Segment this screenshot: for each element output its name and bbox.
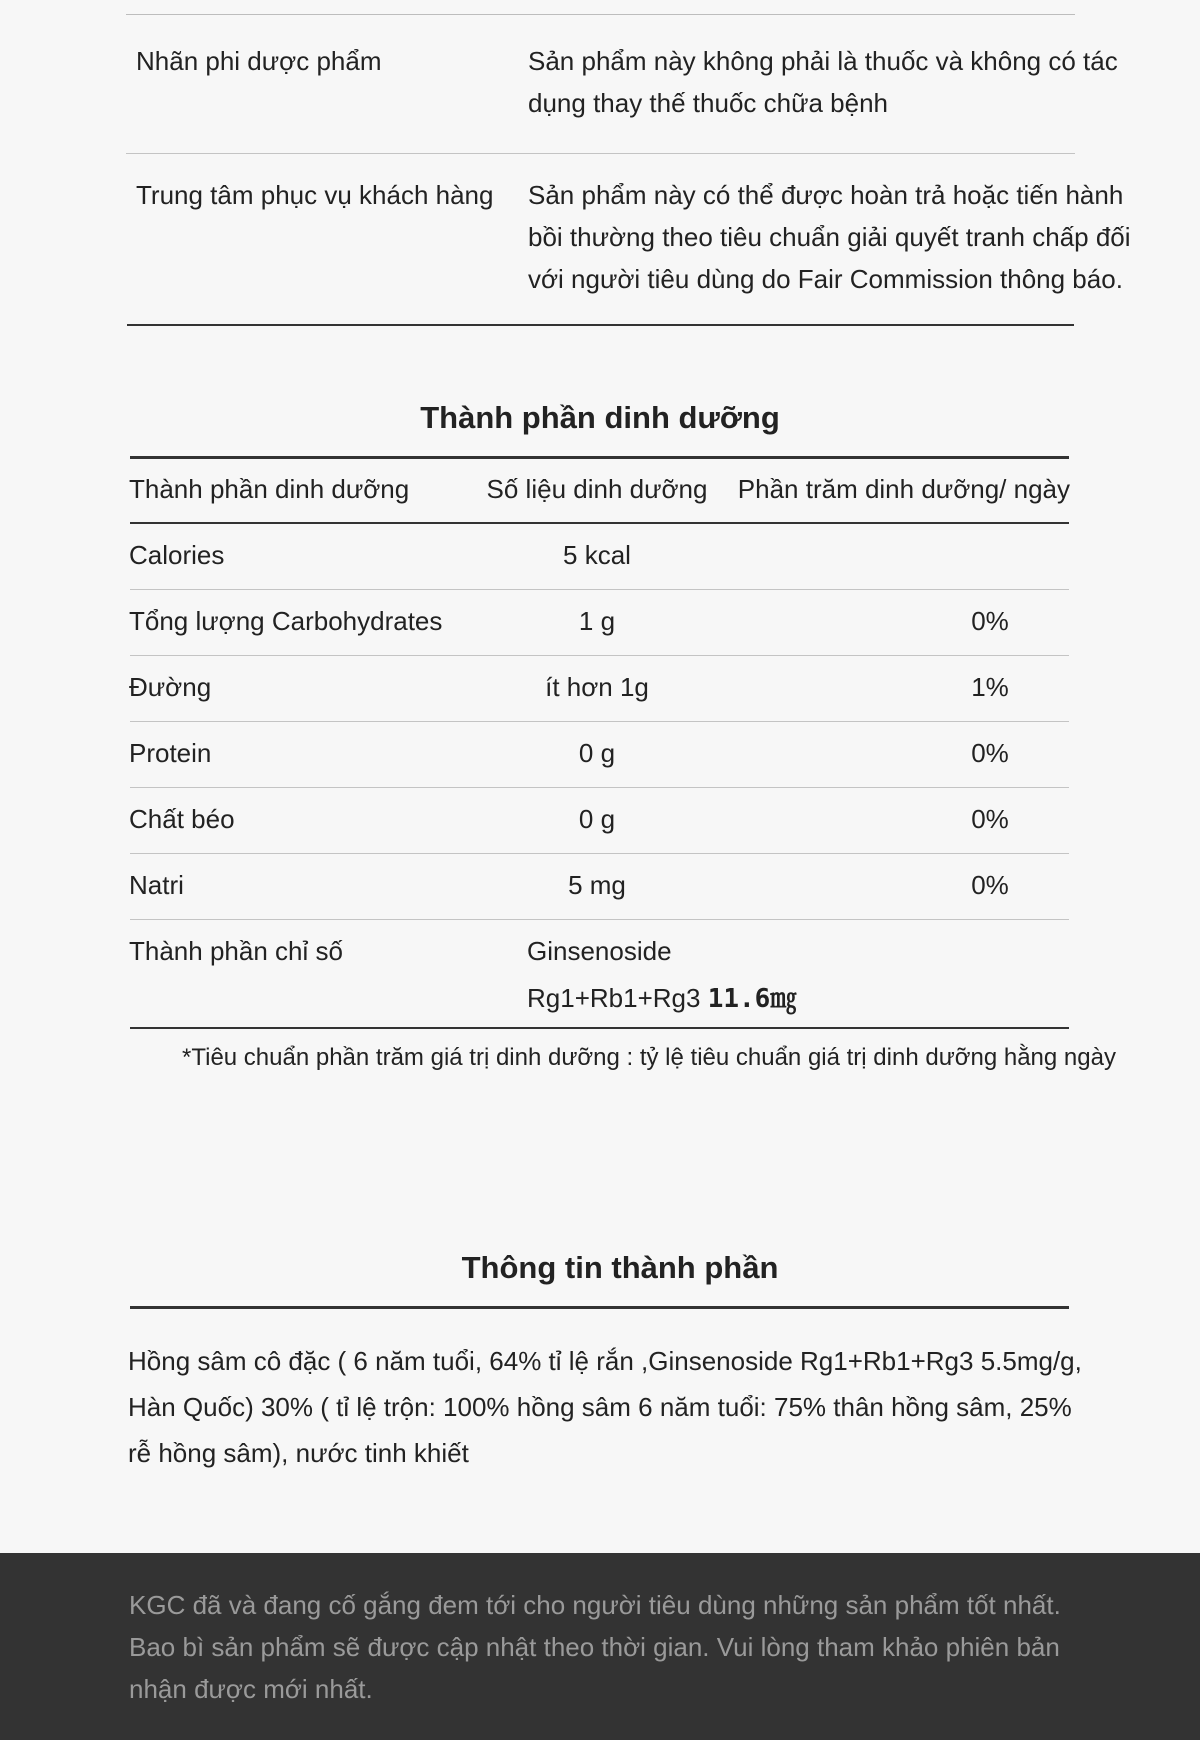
nutrition-header-amount: Số liệu dinh dưỡng bbox=[486, 474, 708, 504]
nutrition-row-divider bbox=[130, 919, 1069, 920]
nutrition-row-amount: 0 g bbox=[578, 738, 616, 768]
ingredients-text: Hồng sâm cô đặc ( 6 năm tuổi, 64% tỉ lệ rắn ,Ginsenoside Rg1+Rb1+Rg3 5.5mg/g, Hàn Quốc) 30% ( tỉ lệ trộn: 100% hồng sâm 6 năm tuổi: 75% thân hồng sâm, 25% rễ hồng sâm), nước tinh khiết bbox=[128, 1346, 1082, 1468]
index-prefix: Rg1+Rb1+Rg3 bbox=[527, 983, 701, 1013]
nutrition-row-name: Calories bbox=[129, 540, 225, 570]
nutrition-header-name: Thành phần dinh dưỡng bbox=[129, 474, 410, 504]
ingredients-rule bbox=[130, 1306, 1069, 1309]
nutrition-row-name: Protein bbox=[129, 738, 212, 768]
nutrition-row-divider bbox=[130, 721, 1069, 722]
nutrition-row-name: Natri bbox=[129, 870, 184, 900]
info-label: Nhãn phi dược phẩm bbox=[136, 46, 382, 76]
nutrition-row-amount: 0 g bbox=[578, 804, 616, 834]
nutrition-row-percent: 0% bbox=[971, 804, 1009, 834]
nutrition-row-name: Tổng lượng Carbohydrates bbox=[129, 606, 443, 636]
info-table-bottom-rule bbox=[127, 324, 1074, 326]
footer-text: KGC đã và đang cố gắng đem tới cho người tiêu dùng những sản phẩm tốt nhất. Bao bì sản phẩm sẽ được cập nhật theo thời gian. Vui lòng tham khảo phiên bản nhận được mới nhất. bbox=[129, 1590, 1061, 1704]
nutrition-row-percent: 1% bbox=[971, 672, 1009, 702]
nutrition-top-rule bbox=[130, 456, 1069, 459]
nutrition-index-name: Thành phần chỉ số bbox=[129, 936, 343, 966]
nutrition-row-amount: 5 mg bbox=[568, 870, 626, 900]
nutrition-header-percent: Phần trăm dinh dưỡng/ ngày bbox=[737, 474, 1070, 504]
nutrition-row-percent: 0% bbox=[971, 870, 1009, 900]
nutrition-index-line2 bbox=[527, 978, 796, 1015]
nutrition-row-name: Chất béo bbox=[129, 804, 235, 834]
nutrition-bottom-rule bbox=[130, 1027, 1069, 1029]
nutrition-footnote: *Tiêu chuẩn phần trăm giá trị dinh dưỡng : tỷ lệ tiêu chuẩn giá trị dinh dưỡng hằng ngày bbox=[182, 1044, 1116, 1071]
info-value: Sản phẩm này có thể được hoàn trả hoặc tiến hành bồi thường theo tiêu chuẩn giải quyết tranh chấp đối với người tiêu dùng do Fair Commission thông báo. bbox=[528, 180, 1131, 294]
info-divider bbox=[126, 153, 1075, 154]
nutrition-row-amount: 5 kcal bbox=[563, 540, 631, 570]
nutrition-row-name: Đường bbox=[129, 672, 212, 702]
footer-notice bbox=[0, 1553, 1200, 1740]
ingredients-title: Thông tin thành phần bbox=[461, 1250, 779, 1285]
info-label: Trung tâm phục vụ khách hàng bbox=[136, 180, 494, 210]
nutrition-header-rule bbox=[130, 522, 1069, 524]
nutrition-row-divider bbox=[130, 589, 1069, 590]
nutrition-index-line1: Ginsenoside bbox=[527, 936, 672, 966]
nutrition-row-divider bbox=[130, 787, 1069, 788]
nutrition-row-percent: 0% bbox=[971, 738, 1009, 768]
nutrition-title: Thành phần dinh dưỡng bbox=[420, 400, 780, 435]
nutrition-row-amount: ít hơn 1g bbox=[545, 672, 649, 702]
nutrition-row-percent: 0% bbox=[971, 606, 1009, 636]
nutrition-row-amount: 1 g bbox=[578, 606, 616, 636]
nutrition-row-divider bbox=[130, 853, 1069, 854]
info-value: Sản phẩm này không phải là thuốc và không có tác dụng thay thế thuốc chữa bệnh bbox=[528, 46, 1118, 118]
top-divider bbox=[126, 14, 1075, 15]
index-value: 11.6 bbox=[707, 984, 771, 1014]
nutrition-row-divider bbox=[130, 655, 1069, 656]
index-unit: ㎎ bbox=[770, 984, 797, 1014]
